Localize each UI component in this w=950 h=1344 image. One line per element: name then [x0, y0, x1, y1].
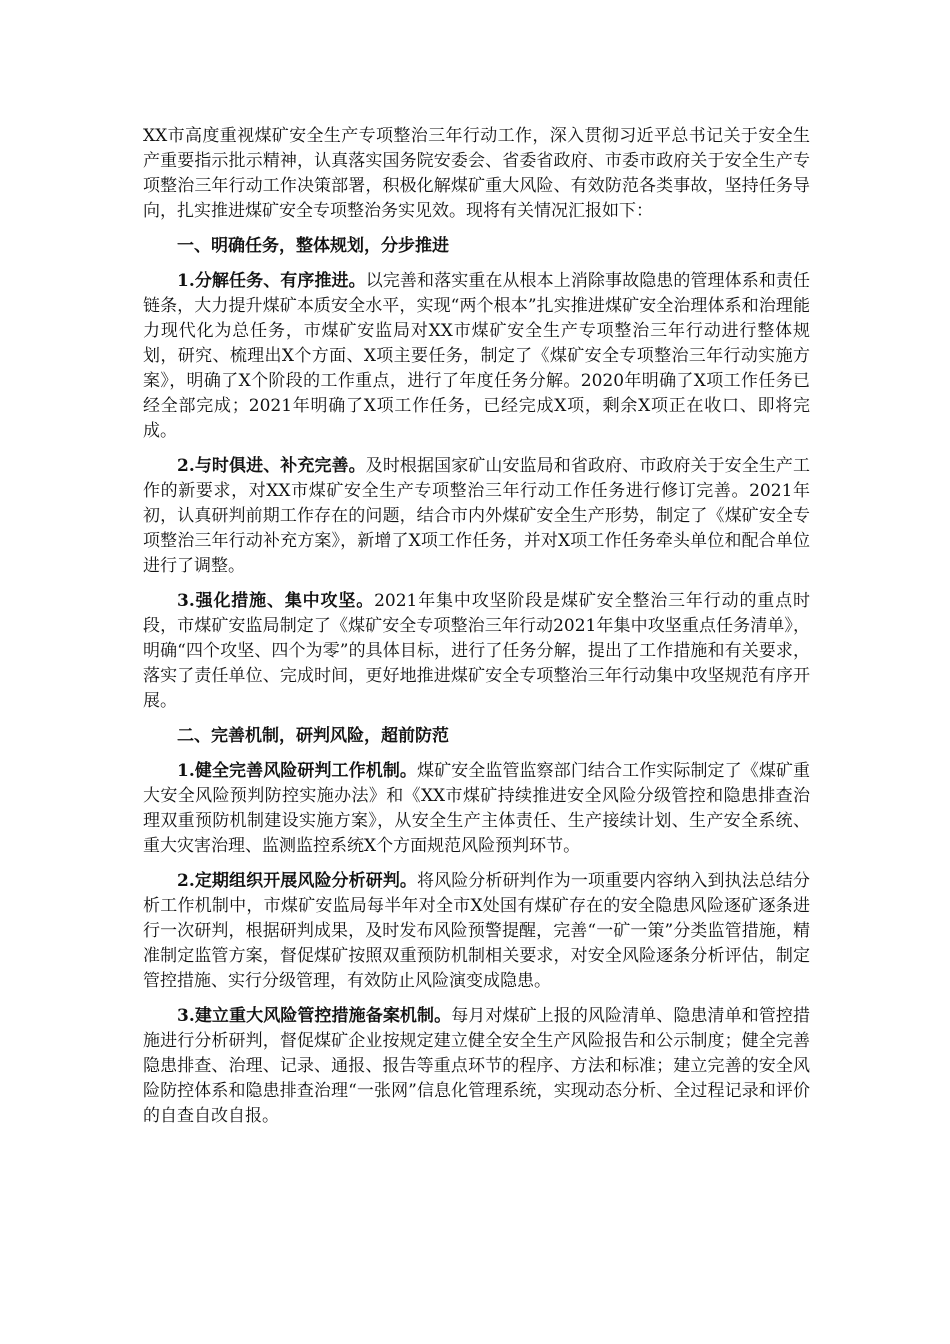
section2-item-2-lead: 2.定期组织开展风险分析研判。	[177, 871, 418, 891]
section-heading-1: 一、明确任务，整体规划，分步推进	[177, 236, 449, 256]
section2-item-1-text: 煤矿安全监管监察部门结合工作实际制定了《煤矿重大安全风险预判防控实施办法》和《XX市煤矿持续推进安全风险分级管控和隐患排查治理双重预防机制建设实施方案》，从安全生产主体责任、生产接续计划、生产安全系统、重大灾害治理、监测监控系统X个方面规范风险预判环节。	[143, 761, 811, 856]
section2-item-3-lead: 3.建立重大风险管控措施备案机制。	[177, 1006, 452, 1026]
section1-item-1-text: 以完善和落实重在从根本上消除事故隐患的管理体系和责任链条，大力提升煤矿本质安全水平，实现“两个根本”扎实推进煤矿安全治理体系和治理能力现代化为总任务，市煤矿安监局对XX市煤矿安全生产专项整治三年行动进行整体规划，研究、梳理出X个方面、X项主要任务，制定了《煤矿安全专项整治三年行动实施方案》，明确了X个阶段的工作重点，进行了年度任务分解。2020年明确了X项工作任务已经全部完成；2021年明确了X项工作任务，已经完成X项，剩余X项正在收口、即将完成。	[143, 271, 811, 441]
section2-item-1	[143, 759, 810, 859]
section1-item-3-lead: 3.强化措施、集中攻坚。	[177, 591, 375, 611]
section2-item-3	[143, 1004, 810, 1129]
section2-item-3-text: 每月对煤矿上报的风险清单、隐患清单和管控措施进行分析研判，督促煤矿企业按规定建立健全安全生产风险报告和公示制度；健全完善隐患排查、治理、记录、通报、报告等重点环节的程序、方法和标准；建立完善的安全风险防控体系和隐患排查治理“一张网”信息化管理系统，实现动态分析、全过程记录和评价的自查自改自报。	[143, 1006, 811, 1126]
section2-item-2	[143, 869, 810, 994]
section-heading-2: 二、完善机制，研判风险，超前防范	[177, 726, 449, 746]
document-page	[143, 124, 810, 1139]
section1-item-2-text: 及时根据国家矿山安监局和省政府、市政府关于安全生产工作的新要求，对XX市煤矿安全生产专项整治三年行动工作任务进行修订完善。2021年初，认真研判前期工作存在的问题，结合市内外煤矿安全生产形势，制定了《煤矿安全专项整治三年行动补充方案》，新增了X项工作任务，并对X项工作任务牵头单位和配合单位进行了调整。	[143, 456, 811, 576]
section1-item-2	[143, 454, 810, 579]
section1-item-2-lead: 2.与时俱进、补充完善。	[177, 456, 366, 476]
intro-paragraph: XX市高度重视煤矿安全生产专项整治三年行动工作，深入贯彻习近平总书记关于安全生产重要指示批示精神，认真落实国务院安委会、省委省政府、市委市政府关于安全生产专项整治三年行动工作决策部署，积极化解煤矿重大风险、有效防范各类事故，坚持任务导向，扎实推进煤矿安全专项整治务实见效。现将有关情况汇报如下：	[143, 126, 810, 221]
section1-item-1-lead: 1.分解任务、有序推进。	[177, 271, 366, 291]
section1-item-3	[143, 589, 810, 714]
section1-item-1	[143, 269, 810, 444]
section1-item-3-text: 2021年集中攻坚阶段是煤矿安全整治三年行动的重点时段，市煤矿安监局制定了《煤矿安全专项整治三年行动2021年集中攻坚重点任务清单》，明确“四个攻坚、四个为零”的具体目标，进行了任务分解，提出了工作措施和有关要求，落实了责任单位、完成时间，更好地推进煤矿安全专项整治三年行动集中攻坚规范有序开展。	[143, 591, 810, 711]
section2-item-2-text: 将风险分析研判作为一项重要内容纳入到执法总结分析工作机制中，市煤矿安监局每半年对全市X处国有煤矿存在的安全隐患风险逐矿逐条进行一次研判，根据研判成果，及时发布风险预警提醒，完善“一矿一策”分类监管措施，精准制定监管方案，督促煤矿按照双重预防机制相关要求，对安全风险逐条分析评估，制定管控措施、实行分级管理，有效防止风险演变成隐患。	[143, 871, 811, 991]
section2-item-1-lead: 1.健全完善风险研判工作机制。	[177, 761, 418, 781]
